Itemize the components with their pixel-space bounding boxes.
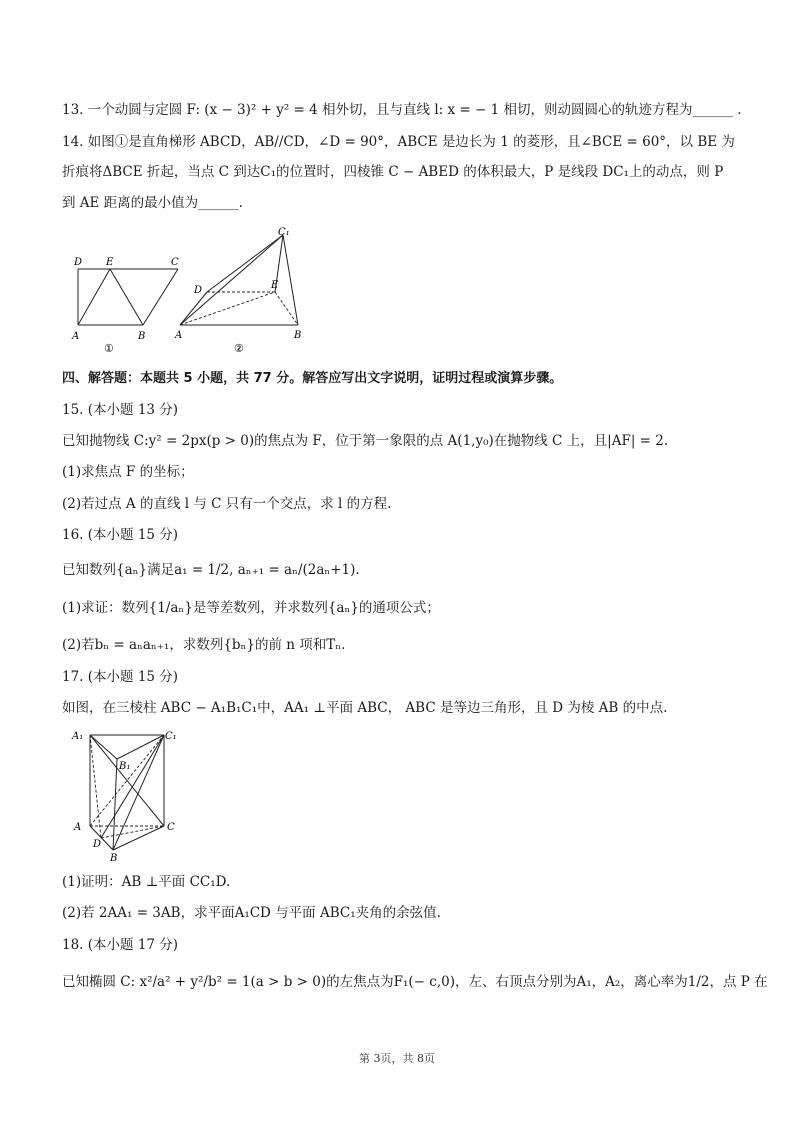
- question-17-stem: 如图，在三棱柱 ABC − A₁B₁C₁中，AA₁ ⊥平面 ABC， ABC 是等边三角形，且 D 为棱 AB 的中点.: [62, 700, 668, 716]
- label-b: B: [110, 853, 118, 864]
- label-a1: A₁: [72, 731, 84, 742]
- question-14-line-3: 到 AE 距离的最小值为______.: [62, 195, 243, 211]
- label-d: D: [93, 839, 102, 850]
- question-16-header: 16. (本小题 15 分): [62, 527, 179, 543]
- label-c1: C₁: [278, 227, 290, 238]
- label-c1: C₁: [165, 731, 177, 742]
- label-b: B: [294, 330, 302, 341]
- question-16-part-2: (2)若bₙ = aₙaₙ₊₁，求数列{bₙ}的前 n 项和Tₙ.: [62, 637, 346, 653]
- question-18-stem: 已知椭圆 C: x²/a² + y²/b² = 1(a > b > 0)的左焦点为F₁(− c,0)，左、右顶点分别为A₁，A₂，离心率为1/2，点 P 在: [62, 974, 768, 990]
- section-heading: 四、解答题：本题共 5 小题，共 77 分。解答应写出文字说明，证明过程或演算步骤。: [62, 371, 563, 386]
- label-a: A: [72, 331, 80, 342]
- figure-caption-1: ①: [104, 342, 114, 355]
- label-d: D: [194, 285, 203, 296]
- label-b1: B₁: [119, 761, 131, 772]
- question-18-header: 18. (本小题 17 分): [62, 937, 179, 953]
- label-b: B: [138, 331, 146, 342]
- question-16-stem: 已知数列{aₙ}满足a₁ = 1/2, aₙ₊₁ = aₙ/(2aₙ+1).: [62, 562, 360, 578]
- question-17-part-1: (1)证明：AB ⊥平面 CC₁D.: [62, 874, 231, 890]
- figure-prism: [68, 725, 183, 865]
- question-17-part-2: (2)若 2AA₁ = 3AB，求平面A₁CD 与平面 ABC₁夹角的余弦值.: [62, 905, 441, 921]
- question-15-part-2: (2)若过点 A 的直线 l 与 C 只有一个交点，求 l 的方程.: [62, 496, 392, 512]
- label-d: D: [74, 257, 83, 268]
- label-c: C: [171, 257, 179, 268]
- page-footer: 第 3页，共 8页: [359, 1052, 435, 1065]
- question-14-line-2: 折痕将ΔBCE 折起，当点 C 到达C₁的位置时，四棱锥 C − ABED 的体积最大，P 是线段 DC₁上的动点，则 P: [62, 164, 724, 180]
- label-c: C: [167, 822, 175, 833]
- label-e: E: [271, 280, 279, 291]
- label-a: A: [175, 330, 183, 341]
- label-e: E: [106, 257, 114, 268]
- label-a: A: [74, 822, 82, 833]
- question-15-header: 15. (本小题 13 分): [62, 402, 179, 418]
- figure-caption-2: ②: [234, 342, 244, 355]
- question-16-part-1: (1)求证：数列{1/aₙ}是等差数列，并求数列{aₙ}的通项公式；: [62, 600, 440, 616]
- figure-pyramid: [170, 225, 310, 355]
- question-15-stem: 已知抛物线 C:y² = 2px(p > 0)的焦点为 F，位于第一象限的点 A(1,y₀)在抛物线 C 上，且|AF| = 2.: [62, 433, 669, 449]
- question-17-header: 17. (本小题 15 分): [62, 669, 179, 685]
- question-14-line-1: 14. 如图①是直角梯形 ABCD，AB//CD，∠D = 90°，ABCE 是边长为 1 的菱形，且∠BCE = 60°，以 BE 为: [62, 134, 735, 150]
- question-15-part-1: (1)求焦点 F 的坐标；: [62, 464, 194, 480]
- question-13: 13. 一个动圆与定圆 F: (x − 3)² + y² = 4 相外切，且与直线 l: x = − 1 相切，则动圆圆心的轨迹方程为______ .: [62, 102, 742, 118]
